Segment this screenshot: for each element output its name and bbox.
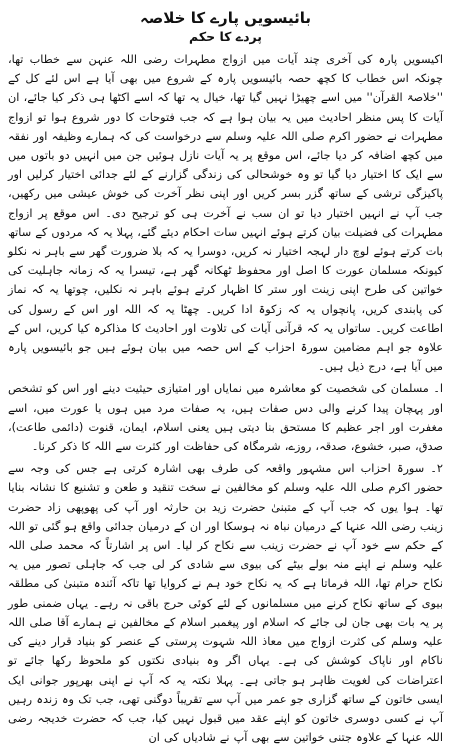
page-title: بائیسویں پارے کا خلاصہ xyxy=(139,9,311,27)
paragraph-point-2: ۲۔ سورۃ احزاب اس مشہور واقعہ کی طرف بھی اشارہ کرتی ہے جس کی وجہ سے حضور اکرم صلی اللہ علیہ وسلم کو مخالفین نے سخت تنقید و طعن و تشنیع کا نشانہ بنایا تھا۔ ہوا یوں کہ جب آپ کے متبنیٰ حضرت زید بن حارثہ اور آپ کی پھوپھی زاد حضرت زینب رضی اللہ عنہا کے درمیان نباہ نہ ہوسکا اور ان کے درمیان جدائی واقع ہو گئی تو اللہ کے حکم سے خود آپ نے حضرت زینب سے نکاح کر لیا۔ اس پر اشارتاً کہ محمد صلی اللہ علیہ وسلم نے اپنے منہ بولے بیٹے کی بیوی سے شادی کر لی جب کہ جاہلی تصور میں یہ نکاح حرام تھا، اللہ فرماتا ہے کہ یہ نکاح خود ہم نے کروایا تھا تاکہ آئندہ متبنیٰ کی مطلقہ بیوی کے ساتھ نکاح کرنے میں مسلمانوں کے لئے کوئی حرج باقی نہ رہے۔ یہاں ضمنی طور پر یہ بات بھی جان لی جائے کہ اسلام اور پیغمبر اسلام کے مخالفین نے ہمارے آقا صلی اللہ علیہ وسلم کی کثرت ازواج میں معاذ اللہ شہوت پرستی کے عنصر کو بنیاد قرار دینے کی ناکام اور ناپاک کوشش کی ہے۔ یہاں اگر وہ بنیادی نکتوں کو ملحوظ رکھا جائے تو اعتراضات کی لغویت ظاہر ہو جاتی ہے۔ پہلا نکتہ یہ کہ آپ نے اپنی بھرپور جوانی ایک ایسی خاتون کے ساتھ گزاری جو عمر میں آپ سے تقریباً دوگنی تھی، جب تک وہ زندہ رہیں آپ نے کسی دوسری خاتون کو اپنے عقد میں قبول نہیں کیا، جب کہ حضرت خدیجہ رضی اللہ عنہا کے علاوہ جتنی خواتین سے بھی آپ نے شادیاں کی ان xyxy=(8,462,443,745)
section-heading: پردے کا حکم xyxy=(189,29,262,44)
paragraph-intro: اکیسویں پارہ کی آخری چند آیات میں ازواج مطہرات رضی اللہ عنہن سے خطاب تھا، چونکہ اس خطاب کا کچھ حصہ بائیسویں پارہ کے شروع میں بھی آیا ہے اس لئے کل کے ''خلاصۃ القرآن'' میں اسے چھیڑا نہیں گیا تھا، خیال یہ تھا کہ اسے اکٹھا ہی ذکر کیا جائے، ان آیات کا پس منظر احادیث میں یہ بیان ہوا ہے کہ جب فتوحات کا دور شروع ہوا تو ازواج مطہرات نے حضور اکرم صلی اللہ علیہ وسلم سے درخواست کی کہ ہمارے وظیفہ اور نفقہ میں کچھ اضافہ کر دیا جائے، اس موقع پر یہ آیات نازل ہوئیں جن میں انہیں دو باتوں میں سے ایک کا اختیار دیا گیا تو وہ خوشحالی کی زندگی گزارنے کے لئے جدائی اختیار کرلیں اور پاکیزگی ترشی کے ساتھ گزر بسر کریں اور اپنی نظر آخرت کی خوش عیشی میں رکھیں، جب آپ نے انہیں اختیار دیا تو ان سب نے آخرت ہی کو ترجیح دی۔ اس موقع پر ازواج مطہرات کی فضیلت بیان کرتے ہوئے انہیں سات احکام دیئے گئے، پہلا یہ کہ مردوں کے ساتھ بات کرتے ہوئے لوچ دار لہجہ اختیار نہ کریں، دوسرا یہ کہ بلا ضرورت گھر سے باہر نہ نکلو کیونکہ مسلمان عورت کا اصل اور محفوظ ٹھکانہ گھر ہے، تیسرا یہ کہ زمانہ جاہلیت کی خواتین کی طرح اپنی زینت اور ستر کا اظہار کرتے ہوئے باہر نہ نکلیں، چوتھا یہ کہ نماز کی پابندی کریں، پانچواں یہ کہ زکوۃ ادا کریں۔ چھٹا یہ کہ اللہ اور اس کے رسول کی اطاعت کریں۔ ساتواں یہ کہ قرآنی آیات کی تلاوت اور احادیث کا مذاکرہ کیا کریں، اس کے علاوہ جو اہم مضامین سورۃ احزاب کے اس حصہ میں بیان ہوئے ہیں جو بائیسویں پارہ میں آیا ہے، درج ذیل ہیں۔ xyxy=(8,53,443,374)
paragraph-point-1: ا۔ مسلمان کی شخصیت کو معاشرہ میں نمایاں اور امتیازی حیثیت دینے اور اس کو تشخص اور پہچان پیدا کرنے والی دس صفات ہیں، یہ صفات مرد میں ہوں یا عورت میں، اسے مغفرت اور اجر عظیم کا مستحق بنا دیتی ہیں یعنی اسلام، ایمان، قنوت (دائمی طاعت)، صدق، صبر، خشوع، صدقہ، روزے، شرمگاہ کی حفاظت اور کثرت سے اللہ کا ذکر کرنا۔ xyxy=(8,382,443,454)
